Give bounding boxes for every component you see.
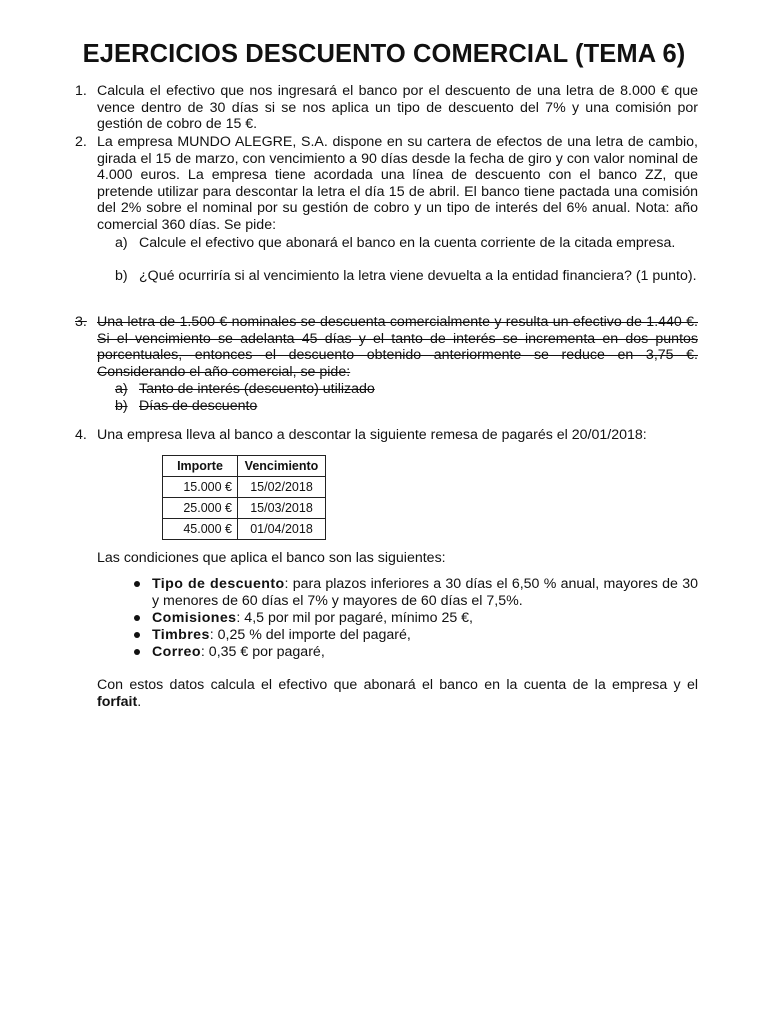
condition-tipo-descuento	[152, 576, 698, 609]
table-cell-importe: 25.000 €	[163, 498, 238, 519]
closing-text: Con estos datos calcula el efectivo que abonará el banco en la cuenta de la empresa y el	[97, 677, 698, 693]
table-cell-vencimiento: 01/04/2018	[238, 519, 326, 540]
condition-label: Comisiones	[152, 610, 237, 626]
exercise-4-number: 4.	[75, 427, 87, 443]
closing-suffix: .	[137, 693, 142, 710]
table-row	[163, 498, 326, 519]
condition-text: : para plazos inferiores a 30 días el 6,50 % anual, mayores de 30 y menores de 60 días el 7% y mayores de 60 días el 7,5%.	[152, 576, 698, 609]
conditions-intro: Las condiciones que aplica el banco son las siguientes:	[97, 550, 446, 566]
condition-comisiones	[152, 610, 698, 627]
table-cell-importe: 45.000 €	[163, 519, 238, 540]
table-header-row	[163, 456, 326, 477]
exercise-2-b-label: b)	[115, 268, 128, 284]
exercise-2-text: La empresa MUNDO ALEGRE, S.A. dispone en su cartera de efectos de una letra de cambio, girada el 15 de marzo, con vencimiento a 90 días desde la fecha de giro y con valor nominal de 4.000 euros. La empresa tiene acordada una línea de descuento con el banco ZZ, que pretende utilizar para descontar la letra el día 15 de abril. El banco tiene pactada una comisión del 2% sobre el nominal por su gestión de cobro y un tipo de interés del 6% anual. Nota: año comercial 360 días. Se pide:	[97, 134, 698, 233]
condition-label: Timbres	[152, 627, 210, 643]
exercise-2-number: 2.	[75, 134, 87, 150]
condition-text: : 0,35 € por pagaré,	[200, 644, 325, 660]
table-row	[163, 477, 326, 498]
closing-paragraph	[97, 677, 698, 710]
condition-text: : 4,5 por mil por pagaré, mínimo 25 €,	[236, 610, 473, 626]
exercise-4-text: Una empresa lleva al banco a descontar la siguiente remesa de pagarés el 20/01/2018:	[97, 427, 647, 443]
table-cell-vencimiento: 15/03/2018	[238, 498, 326, 519]
table-header-importe: Importe	[163, 456, 238, 477]
table-header-vencimiento: Vencimiento	[238, 456, 326, 477]
exercise-3-b-text: Días de descuento	[139, 398, 258, 414]
bullet-icon	[134, 581, 140, 587]
table-cell-importe: 15.000 €	[163, 477, 238, 498]
exercise-3-b-label: b)	[115, 398, 128, 414]
table-row	[163, 519, 326, 540]
condition-correo	[152, 644, 698, 661]
exercise-1-number: 1.	[75, 83, 87, 99]
exercise-1-text: Calcula el efectivo que nos ingresará el banco por el descuento de una letra de 8.000 € que vence dentro de 30 días si se nos aplica un tipo de descuento del 7% y una comisión por gestión de cobro de 15 €.	[97, 83, 698, 133]
exercise-2-a-text: Calcule el efectivo que abonará el banco en la cuenta corriente de la citada empresa.	[139, 235, 676, 251]
remesa-table	[162, 455, 326, 540]
bullet-icon	[134, 615, 140, 621]
exercise-2-a-label: a)	[115, 235, 128, 251]
exercise-3-a-text: Tanto de interés (descuento) utilizado	[139, 381, 375, 397]
bullet-icon	[134, 632, 140, 638]
condition-timbres	[152, 627, 698, 644]
closing-bold: forfait	[97, 693, 138, 710]
condition-text: : 0,25 % del importe del pagaré,	[209, 627, 411, 643]
page-title: EJERCICIOS DESCUENTO COMERCIAL (TEMA 6)	[82, 40, 686, 68]
table-cell-vencimiento: 15/02/2018	[238, 477, 326, 498]
condition-label: Tipo de descuento	[152, 576, 285, 592]
exercise-3-a-label: a)	[115, 381, 128, 397]
exercise-2-b-text: ¿Qué ocurriría si al vencimiento la letra viene devuelta a la entidad financiera? (1 punto).	[139, 268, 697, 284]
bullet-icon	[134, 649, 140, 655]
exercise-3-number: 3.	[75, 314, 87, 330]
condition-label: Correo	[152, 644, 201, 660]
exercise-3-text: Una letra de 1.500 € nominales se descuenta comercialmente y resulta un efectivo de 1.440 €. Si el vencimiento se adelanta 45 días y el tanto de interés se incrementa en dos puntos porcentuales, entonces el descuento obtenido anteriormente se reduce en 3,75 €. Considerando el año comercial, se pide:	[97, 314, 698, 380]
